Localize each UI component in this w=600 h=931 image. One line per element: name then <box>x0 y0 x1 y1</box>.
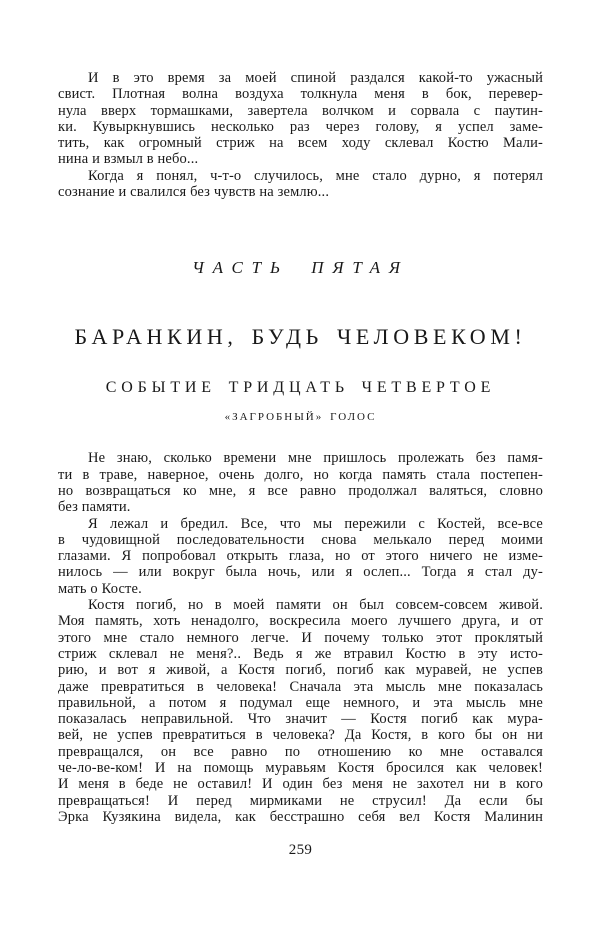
text-line: Эрка Кузякина видела, как бесстрашно себя вел Костя Малинин <box>58 808 543 825</box>
text-line: нилось — или вокруг была ночь, или я ослеп... Тогда я стал ду- <box>58 564 543 581</box>
text-line: но возвращаться ко мне, я все равно продолжал валяться, словно <box>58 482 543 499</box>
text-line: И в это время за моей спиной раздался какой-то ужасный <box>88 70 543 86</box>
page-number: 259 <box>288 842 313 859</box>
text-line: правильной, а потом я подумал еще немного, и эта мысль мне <box>58 694 543 711</box>
text-line: рию, и вот я живой, а Костя погиб, погиб как муравей, не успев <box>58 662 543 679</box>
text-line: нула вверх тормашками, завертела волчком и сорвала с паутин- <box>58 102 543 119</box>
text-line: Я лежал и бредил. Все, что мы пережили с Костей, все-все <box>88 515 543 532</box>
text-line: показалась неправильной. Что значит — Костя погиб как мура- <box>58 711 543 728</box>
paragraphs-bottom <box>58 450 543 825</box>
text-line: ки. Кувыркнувшись несколько раз через голову, я успел заме- <box>58 118 543 135</box>
text-line: Не знаю, сколько времени мне пришлось пролежать без памя- <box>88 450 543 467</box>
text-line: нина и взмыл в небо... <box>58 151 199 168</box>
text-line: тить, как огромный стриж на всем ходу склевал Костю Мали- <box>58 135 543 152</box>
text-line: этого мне стало немного легче. И почему только этот проклятый <box>58 629 543 646</box>
chapter-heading: СОБЫТИЕ ТРИДЦАТЬ ЧЕТВЕРТОЕ <box>105 379 496 397</box>
text-line: глазами. Я попробовал открыть глаза, но от этого ничего не изме- <box>58 548 543 565</box>
text-line: в чудовищной последовательности снова мелькало перед моими <box>58 531 543 548</box>
text-line: превращаться! И перед мирмиками не струсил! Да если бы <box>58 792 543 809</box>
text-line: Костя погиб, но в моей памяти он был совсем-совсем живой. <box>88 597 543 614</box>
text-line: сознание и свалился без чувств на землю... <box>58 184 330 201</box>
text-line: даже превратиться в человека! Сначала эта мысль мне показалась <box>58 678 543 695</box>
text-line: вей, не успев превратиться в человека? Да Костя, в кого бы он ни <box>58 727 543 744</box>
text-line: свист. Плотная волна воздуха толкнула меня в бок, перевер- <box>58 86 543 103</box>
text-line: Когда я понял, ч-т-о случилось, мне стало дурно, я потерял <box>88 167 543 184</box>
text-line: превращался, он все равно по отношению ко мне оставался <box>58 743 543 760</box>
book-title-heading: БАРАНКИН, БУДЬ ЧЕЛОВЕКОМ! <box>74 324 527 350</box>
paragraphs-top <box>58 70 543 200</box>
text-line: мать о Косте. <box>58 580 142 597</box>
text-line: че-ло-ве-ком! И на помощь муравьям Костя бросился как человек! <box>58 760 543 777</box>
text-line: И меня в беде не оставил! И один без меня не захотел ни в кого <box>58 776 543 793</box>
text-line: ти в траве, наверное, очень долго, но когда память стала постепен- <box>58 466 543 483</box>
text-line: без памяти. <box>58 499 131 516</box>
part-heading: ЧАСТЬ ПЯТАЯ <box>192 258 409 278</box>
text-line: стриж склевал не меня?.. Ведь я же втравил Костю в эту исто- <box>58 645 543 662</box>
text-line: Моя память, хоть ненадолго, воскресила моего лучшего друга, и от <box>58 613 543 630</box>
subchapter-heading: «ЗАГРОБНЫЙ» ГОЛОС <box>224 411 377 424</box>
